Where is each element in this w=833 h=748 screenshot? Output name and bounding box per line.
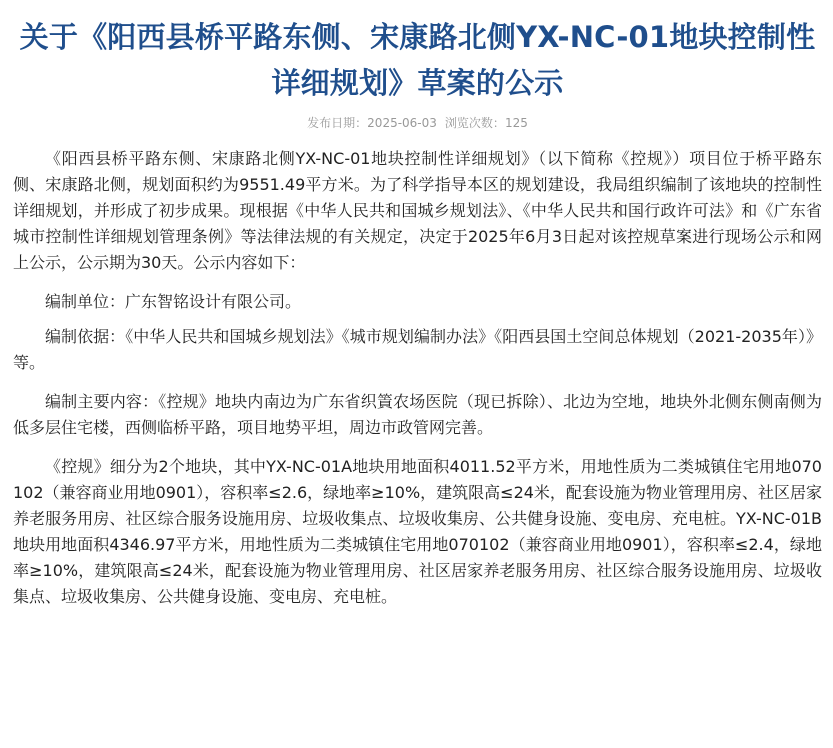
publish-date-label: 发布日期： <box>307 116 368 130</box>
article-meta <box>13 114 822 132</box>
article-body <box>13 146 822 610</box>
publish-date: 2025-06-03 <box>367 116 437 130</box>
article-title: 关于《阳西县桥平路东侧、宋康路北侧YX-NC-01地块控制性详细规划》草案的公示 <box>19 20 816 100</box>
paragraph-plot-details: 《控规》细分为2个地块，其中YX-NC-01A地块用地面积4011.52平方米，用地性质为二类城镇住宅用地070102（兼容商业用地0901），容积率≤2.6，绿地率≥10%，建筑限高≤24米，配套设施为物业管理用房、社区居家养老服务用房、社区综合服务设施用房、垃圾收集点、垃圾收集房、公共健身设施、变电房、充电桩。YX-NC-01B地块用地面积4346.97平方米，用地性质为二类城镇住宅用地070102（兼容商业用地0901），容积率≤2.4，绿地率≥10%，建筑限高≤24米，配套设施为物业管理用房、社区居家养老服务用房、社区综合服务设施用房、垃圾收集点、垃圾收集房、公共健身设施、变电房、充电桩。 <box>13 457 822 606</box>
view-count: 125 <box>504 116 528 130</box>
view-count-label: 浏览次数： <box>444 116 505 130</box>
paragraph-main-content: 编制主要内容：《控规》地块内南边为广东省织篢农场医院（现已拆除）、北边为空地，地块外北侧东侧南侧为低多层住宅楼，西侧临桥平路，项目地势平坦，周边市政管网完善。 <box>13 392 822 437</box>
paragraph-basis: 编制依据：《中华人民共和国城乡规划法》《城市规划编制办法》《阳西县国土空间总体规划（2021-2035年）》等。 <box>13 327 822 372</box>
paragraph-compiler: 编制单位：广东智铭设计有限公司。 <box>45 292 302 311</box>
paragraph-intro: 《阳西县桥平路东侧、宋康路北侧YX-NC-01地块控制性详细规划》（以下简称《控规》）项目位于桥平路东侧、宋康路北侧，规划面积约为9551.49平方米。为了科学指导本区的规划建设，我局组织编制了该地块的控制性详细规划，并形成了初步成果。现根据《中华人民共和国城乡规划法》、《中华人民共和国行政许可法》和《广东省城市控制性详细规划管理条例》等法律法规的有关规定，决定于2025年6月3日起对该控规草案进行现场公示和网上公示，公示期为30天。公示内容如下： <box>13 149 822 272</box>
